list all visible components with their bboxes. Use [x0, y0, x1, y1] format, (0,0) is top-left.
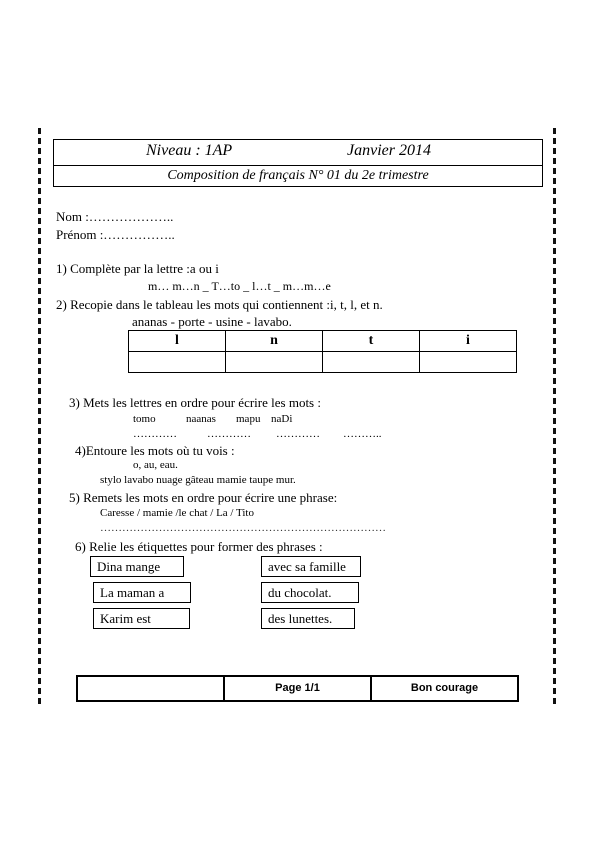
- table-answer-cell[interactable]: [226, 352, 323, 373]
- border-dash: [553, 338, 556, 344]
- border-dash: [553, 238, 556, 244]
- border-dash: [553, 598, 556, 604]
- q4-sounds: o, au, eau.: [133, 459, 178, 471]
- border-dash: [553, 618, 556, 624]
- border-dash: [553, 328, 556, 334]
- border-dash: [38, 578, 41, 584]
- border-dash: [38, 678, 41, 684]
- border-dash: [553, 578, 556, 584]
- border-dash: [38, 168, 41, 174]
- border-dash: [553, 478, 556, 484]
- border-dash: [38, 368, 41, 374]
- border-dash: [553, 638, 556, 644]
- border-dash: [38, 538, 41, 544]
- q3-word: naDi: [271, 413, 293, 425]
- q3-answer-dots[interactable]: …………: [276, 428, 320, 440]
- right-border-decoration: [553, 128, 556, 716]
- q4-words[interactable]: stylo lavabo nuage gâteau mamie taupe mur.: [100, 474, 296, 486]
- border-dash: [553, 428, 556, 434]
- border-dash: [553, 348, 556, 354]
- q1-label: 1) Complète par la lettre :a ou i: [56, 261, 219, 276]
- border-dash: [38, 458, 41, 464]
- border-dash: [553, 698, 556, 704]
- border-dash: [38, 398, 41, 404]
- border-dash: [38, 288, 41, 294]
- border-dash: [38, 468, 41, 474]
- q2-table: [128, 330, 517, 373]
- good-luck-label: Bon courage: [410, 682, 479, 694]
- border-dash: [553, 528, 556, 534]
- q2-label: 2) Recopie dans le tableau les mots qui contiennent :i, t, l, et n.: [56, 297, 383, 312]
- border-dash: [553, 448, 556, 454]
- border-dash: [38, 198, 41, 204]
- border-dash: [553, 408, 556, 414]
- table-header-cell: n: [226, 331, 323, 352]
- q3-answer-dots[interactable]: …………: [133, 428, 177, 440]
- border-dash: [38, 258, 41, 264]
- border-dash: [553, 188, 556, 194]
- border-dash: [553, 228, 556, 234]
- q3-word: naanas: [186, 413, 216, 425]
- table-header-cell: l: [129, 331, 226, 352]
- border-dash: [38, 148, 41, 154]
- level-label: Niveau : 1AP: [146, 142, 233, 159]
- border-dash: [553, 178, 556, 184]
- left-label-card[interactable]: Dina mange: [90, 556, 184, 577]
- q4-label: 4)Entoure les mots où tu vois :: [75, 443, 235, 458]
- border-dash: [553, 168, 556, 174]
- table-header-cell: t: [323, 331, 420, 352]
- border-dash: [553, 278, 556, 284]
- border-dash: [553, 208, 556, 214]
- border-dash: [553, 468, 556, 474]
- table-header-row: [129, 331, 517, 352]
- date-label: Janvier 2014: [347, 142, 431, 159]
- border-dash: [38, 188, 41, 194]
- border-dash: [553, 588, 556, 594]
- border-dash: [553, 158, 556, 164]
- border-dash: [38, 568, 41, 574]
- border-dash: [553, 248, 556, 254]
- border-dash: [553, 268, 556, 274]
- border-dash: [553, 218, 556, 224]
- right-label-card[interactable]: des lunettes.: [261, 608, 355, 629]
- border-dash: [553, 258, 556, 264]
- border-dash: [553, 438, 556, 444]
- border-dash: [553, 608, 556, 614]
- border-dash: [553, 378, 556, 384]
- border-dash: [38, 588, 41, 594]
- border-dash: [38, 338, 41, 344]
- border-dash: [38, 558, 41, 564]
- border-dash: [553, 298, 556, 304]
- border-dash: [38, 628, 41, 634]
- border-dash: [553, 288, 556, 294]
- border-dash: [553, 148, 556, 154]
- border-dash: [38, 378, 41, 384]
- border-dash: [38, 278, 41, 284]
- border-dash: [38, 528, 41, 534]
- border-dash: [553, 128, 556, 134]
- border-dash: [553, 498, 556, 504]
- border-dash: [553, 398, 556, 404]
- border-dash: [38, 238, 41, 244]
- border-dash: [38, 158, 41, 164]
- border-dash: [553, 318, 556, 324]
- border-dash: [38, 608, 41, 614]
- border-dash: [553, 138, 556, 144]
- border-dash: [38, 688, 41, 694]
- border-dash: [38, 658, 41, 664]
- border-dash: [38, 178, 41, 184]
- border-dash: [38, 138, 41, 144]
- border-dash: [38, 598, 41, 604]
- border-dash: [38, 318, 41, 324]
- q5-label: 5) Remets les mots en ordre pour écrire une phrase:: [69, 490, 338, 505]
- border-dash: [38, 228, 41, 234]
- border-dash: [553, 368, 556, 374]
- footer-bar: [76, 675, 519, 702]
- border-dash: [38, 358, 41, 364]
- border-dash: [553, 458, 556, 464]
- border-dash: [38, 128, 41, 134]
- border-dash: [38, 268, 41, 274]
- border-dash: [38, 648, 41, 654]
- border-dash: [38, 498, 41, 504]
- q5-words: Caresse / mamie /le chat / La / Tito: [100, 507, 254, 519]
- border-dash: [553, 548, 556, 554]
- border-dash: [553, 358, 556, 364]
- name-field[interactable]: Nom :………………..: [56, 209, 174, 224]
- q5-answer-dots[interactable]: ……………………………………………………………………: [100, 522, 386, 534]
- table-answer-row[interactable]: [129, 352, 517, 373]
- border-dash: [38, 438, 41, 444]
- q3-answer-dots[interactable]: …………: [207, 428, 251, 440]
- border-dash: [38, 248, 41, 254]
- border-dash: [553, 418, 556, 424]
- q1-exercise-line: m… m…n _ T…to _ l…t _ m…m…e: [148, 279, 331, 293]
- border-dash: [38, 548, 41, 554]
- left-border-decoration: [38, 128, 41, 716]
- border-dash: [38, 508, 41, 514]
- border-dash: [38, 518, 41, 524]
- border-dash: [553, 538, 556, 544]
- border-dash: [38, 328, 41, 334]
- border-dash: [38, 208, 41, 214]
- border-dash: [553, 558, 556, 564]
- left-label-card[interactable]: La maman a: [93, 582, 191, 603]
- page-number: Page 1/1: [225, 677, 372, 700]
- border-dash: [553, 648, 556, 654]
- q3-label: 3) Mets les lettres en ordre pour écrire les mots :: [69, 395, 321, 410]
- border-dash: [38, 408, 41, 414]
- border-dash: [38, 668, 41, 674]
- table-answer-cell[interactable]: [323, 352, 420, 373]
- border-dash: [553, 668, 556, 674]
- border-dash: [553, 628, 556, 634]
- right-label-card[interactable]: avec sa famille: [261, 556, 361, 577]
- border-dash: [38, 488, 41, 494]
- border-dash: [38, 308, 41, 314]
- table-answer-cell[interactable]: [420, 352, 517, 373]
- footer-blank-cell: [78, 677, 225, 700]
- border-dash: [553, 198, 556, 204]
- header-box: [53, 139, 543, 187]
- border-dash: [553, 388, 556, 394]
- q2-words: ananas - porte - usine - lavabo.: [132, 314, 292, 329]
- border-dash: [553, 508, 556, 514]
- firstname-field[interactable]: Prénom :……………..: [56, 227, 175, 242]
- border-dash: [553, 308, 556, 314]
- exam-subtitle: Composition de français N° 01 du 2e trimestre: [167, 168, 429, 183]
- border-dash: [38, 618, 41, 624]
- border-dash: [38, 638, 41, 644]
- q3-word: mapu: [236, 413, 261, 425]
- border-dash: [553, 688, 556, 694]
- border-dash: [553, 518, 556, 524]
- table-header-cell: i: [420, 331, 517, 352]
- border-dash: [38, 418, 41, 424]
- border-dash: [38, 218, 41, 224]
- border-dash: [553, 488, 556, 494]
- left-label-card[interactable]: Karim est: [93, 608, 190, 629]
- border-dash: [553, 678, 556, 684]
- border-dash: [38, 388, 41, 394]
- border-dash: [553, 658, 556, 664]
- border-dash: [38, 348, 41, 354]
- border-dash: [38, 698, 41, 704]
- border-dash: [38, 428, 41, 434]
- q3-word: tomo: [133, 413, 156, 425]
- q3-answer-dots[interactable]: ………..: [343, 428, 382, 440]
- border-dash: [38, 478, 41, 484]
- right-label-card[interactable]: du chocolat.: [261, 582, 359, 603]
- border-dash: [38, 298, 41, 304]
- q6-label: 6) Relie les étiquettes pour former des phrases :: [75, 539, 323, 554]
- border-dash: [38, 448, 41, 454]
- border-dash: [553, 568, 556, 574]
- table-answer-cell[interactable]: [129, 352, 226, 373]
